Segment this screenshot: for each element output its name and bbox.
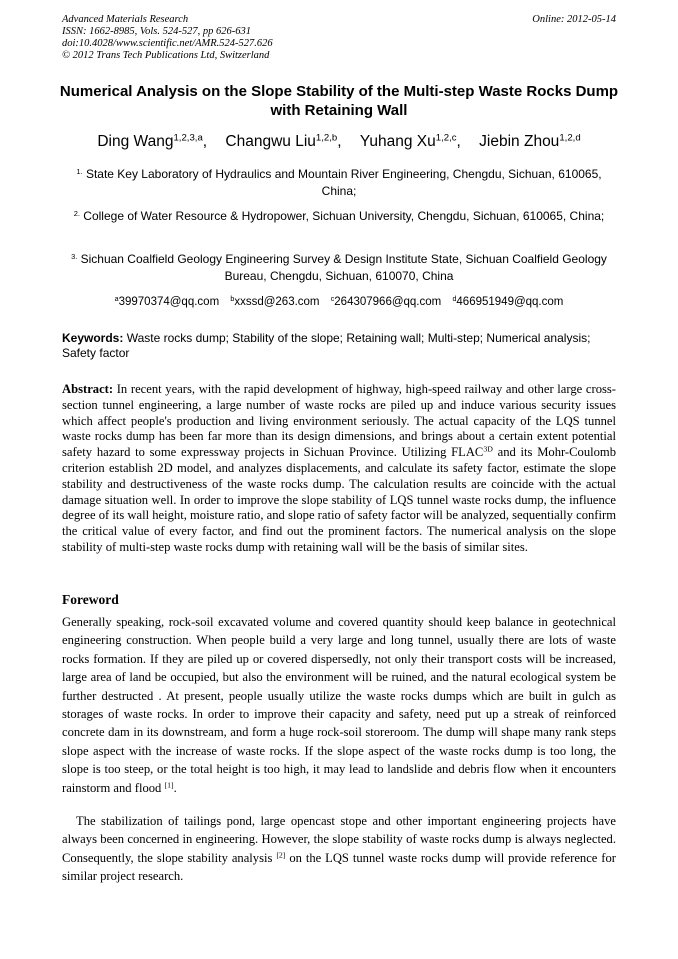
citation-ref[interactable]: [1] (164, 780, 174, 790)
author-list (30, 132, 648, 152)
journal-name: Advanced Materials Research (62, 14, 189, 25)
email-address: xxssd@263.com (234, 296, 320, 308)
affiliation-text: Sichuan Coalfield Geology Engineering Survey & Design Institute State, Sichuan Coalfield Geology Bureau, Chengdu, Sichuan, 610070, China (80, 252, 607, 283)
email-mark: c (330, 295, 335, 304)
affiliation-mark: 1. (76, 166, 83, 176)
email-mark: d (452, 295, 457, 304)
affiliation-mark: 2. (73, 208, 80, 218)
keywords-text: Waste rocks dump; Stability of the slope; Retaining wall; Multi-step; Numerical analysis; Safety factor (62, 331, 591, 360)
email-address: 466951949@qq.com (456, 296, 564, 308)
author (479, 133, 580, 150)
journal-header (62, 14, 616, 62)
email[interactable] (331, 296, 442, 308)
paper-title: Numerical Analysis on the Slope Stability of the Multi-step Waste Rocks Dump with Retaining Wall (59, 83, 619, 119)
foreword-paragraph-2 (62, 812, 616, 886)
abstract-superscript: 3D (483, 444, 493, 454)
affiliation-3 (59, 251, 619, 285)
paragraph-text: The stabilization of tailings pond, large opencast stope and other important engineering projects have always been concerned in engineering. However, the slope stability of waste rocks dump is always neglected. Consequently, the slope stability analysis (62, 814, 616, 865)
online-date: Online: 2012-05-14 (532, 14, 616, 25)
author-affiliation-mark: 1,2,d (559, 132, 581, 144)
abstract-label: Abstract: (62, 382, 114, 396)
abstract-text-1: In recent years, with the rapid development of highway, high-speed railway and other large cross-section tunnel engineering, a large number of waste rocks are piled up and induce various security issues which affect people's production and living environment seriously. The actual capacity of the LQS tunnel waste rocks dump has been far more than its design dimensions, and brings about a certain extent potential safety hazard to some expressway projects in Sichuan Province. Utilizing FLAC (62, 382, 616, 460)
email-address: 264307966@qq.com (334, 296, 442, 308)
keywords (62, 331, 616, 361)
affiliation-text: College of Water Resource & Hydropower, Sichuan University, Chengdu, Sichuan, 610065, China; (83, 209, 605, 223)
email-mark: b (230, 295, 235, 304)
keywords-label: Keywords: (62, 331, 124, 345)
author-affiliation-mark: 1,2,c (435, 132, 457, 144)
email-address: 39970374@qq.com (118, 296, 220, 308)
affiliation-mark: 3. (71, 251, 78, 261)
affiliation-1 (59, 166, 619, 200)
email[interactable] (230, 296, 319, 308)
affiliation-text: State Key Laboratory of Hydraulics and Mountain River Engineering, Chengdu, Sichuan, 610065, China; (85, 167, 602, 198)
author: Ding Wang$^{1,2,3,a}$, (97, 132, 208, 150)
email-mark: a (114, 295, 119, 304)
email[interactable] (115, 296, 220, 308)
paragraph-text: Generally speaking, rock-soil excavated volume and covered quantity should keep balance in geotechnical engineering construction. When people build a very large and long tunnel, usually there are lots of waste rocks formation. If they are piled up or covered dispersedly, not only their transport costs will be increased, large area of land be occupied, but also the environment will be ruined, and the natural ecological system be further destructed . At present, people usually utilize the waste rocks dumps which are built in gulch as storages of waste rocks. In order to improve their capacity and safety, need put up a streak of reinforced concrete dam in its downstream, and form a huge rock-soil storeroom. The dump will shape many rank steps slope aspect with the increase of waste rocks. If the slope aspect of the waste rocks dump is too long, the slope is too steep, or the total height is too high, it may lead to landslide and debris flow when it encounters rainstorm and flood (62, 615, 616, 795)
section-heading-foreword: Foreword (62, 592, 119, 607)
foreword-paragraph-1 (62, 613, 616, 797)
paragraph-end: . (173, 780, 177, 795)
email-list (60, 296, 618, 308)
abstract-text-2: and its Mohr-Coulomb criterion establish 2D model, and analyzes displacements, and calculate its safety factor, estimate the slope stability and destructiveness of the waste rocks dump. The calculation results are coincide with the actual damage situation well. In order to improve the slope stability of LQS tunnel waste rocks dump, the influence degree of its wall height, moisture ratio, and slope ratio of safety factor will be analyzed, sequentially confirm the critical value of every factor, and find out the prominent factors. The numerical analysis on the slope stability of multi-step waste rocks dump with retaining wall will be the basis of similar sites. (62, 445, 617, 554)
paragraph-text: on the LQS tunnel waste rocks dump will provide reference for similar project research. (62, 850, 616, 884)
issn-line: ISSN: 1662-8985, Vols. 524-527, pp 626-631 (62, 26, 251, 37)
email[interactable] (452, 296, 563, 308)
copyright-line: © 2012 Trans Tech Publications Ltd, Switzerland (62, 50, 270, 61)
author-affiliation-mark: 1,2,3,a (173, 132, 203, 144)
abstract (62, 382, 616, 556)
author: Changwu Liu$^{1,2,b}$, (225, 132, 342, 150)
author-name: Changwu Liu (225, 133, 316, 150)
author-affiliation-mark: 1,2,b (315, 132, 338, 144)
affiliation-2 (59, 208, 619, 225)
doi-line: doi:10.4028/www.scientific.net/AMR.524-527.626 (62, 38, 273, 49)
author-name: Ding Wang (97, 133, 174, 150)
author-name: Jiebin Zhou (479, 133, 560, 150)
citation-ref[interactable]: [2] (276, 850, 286, 860)
author-name: Yuhang Xu (359, 133, 436, 150)
author: Yuhang Xu$^{1,2,c}$, (359, 132, 461, 150)
